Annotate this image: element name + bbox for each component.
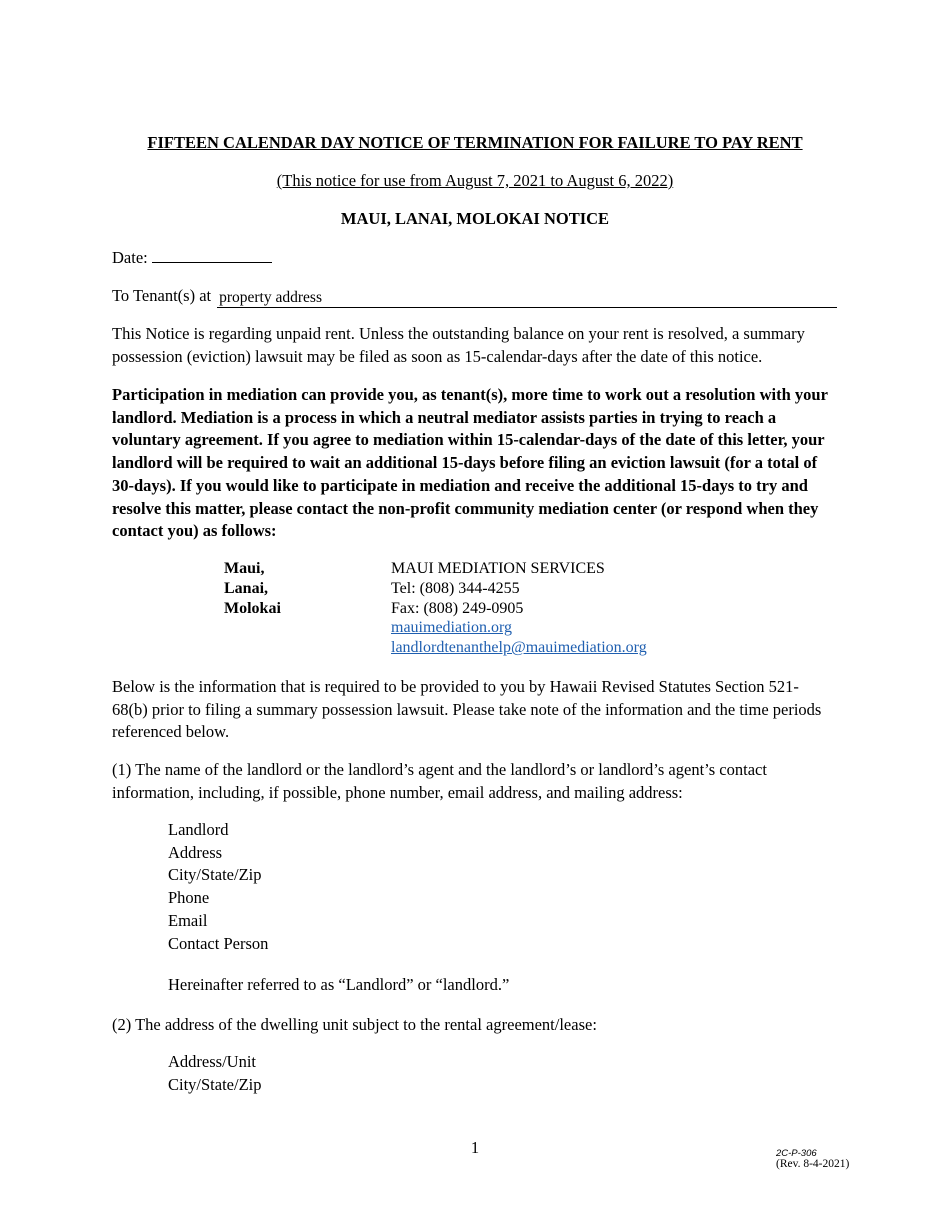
statute-paragraph: Below is the information that is required to be provided to you by Hawaii Revised Statutes Section 521-68(b) prior to filing a summary possession lawsuit. Please take note of the information and the time periods referenced below.	[112, 677, 822, 742]
list-item: City/State/Zip	[168, 1074, 262, 1094]
form-id: 2C-P-306	[776, 1148, 817, 1159]
island-label: Lanai,	[224, 579, 269, 597]
mediation-paragraph: Participation in mediation can provide you, as tenant(s), more time to work out a resolution with your landlord. Mediation is a process in which a neutral mediator assists parties in trying to reach a voluntary agreement. If you agree to mediation within 15-calendar-days of the date of this letter, your landlord will be required to wait an additional 15-days before filing an eviction lawsuit (for a total of 30-days). If you would like to participate in mediation and receive the additional 15-days to try and resolve this matter, please contact the non-profit community mediation center (or respond when they contact you) as follows:	[112, 385, 828, 541]
date-label: Date:	[112, 248, 148, 267]
island-label: Molokai	[224, 599, 281, 617]
date-row	[112, 247, 272, 270]
mediation-contact-info	[391, 559, 647, 658]
unit-field-list	[168, 1051, 262, 1096]
list-item: City/State/Zip	[168, 865, 262, 885]
contact-islands	[224, 559, 281, 618]
email-link[interactable]: landlordtenanthelp@mauimediation.org	[391, 639, 647, 657]
intro-paragraph: This Notice is regarding unpaid rent. Unless the outstanding balance on your rent is resolved, a summary possession (eviction) lawsuit may be filed as soon as 15-calendar-days after the date of this notice.	[112, 324, 805, 366]
list-item: Contact Person	[168, 933, 269, 953]
tenant-label: To Tenant(s) at	[112, 286, 212, 305]
date-field[interactable]	[152, 247, 272, 263]
list-item: Address	[168, 842, 223, 862]
island-label: Maui,	[224, 560, 265, 577]
list-item: Email	[168, 910, 208, 930]
notice-subtitle: (This notice for use from August 7, 2021 to August 6, 2022)	[276, 171, 674, 190]
phone-number: Tel: (808) 344-4255	[391, 579, 520, 597]
tenant-address-field[interactable]: property address	[217, 289, 837, 308]
landlord-field-list	[168, 819, 268, 955]
list-item: Landlord	[168, 820, 229, 839]
page-number: 1	[470, 1138, 480, 1157]
item-2-paragraph: (2) The address of the dwelling unit subject to the rental agreement/lease:	[112, 1015, 597, 1034]
item-1-paragraph: (1) The name of the landlord or the landlord’s agent and the landlord’s or landlord’s agent’s contact information, including, if possible, phone number, email address, and mailing address:	[112, 760, 767, 802]
tenant-row	[112, 285, 837, 308]
notice-title: FIFTEEN CALENDAR DAY NOTICE OF TERMINATION FOR FAILURE TO PAY RENT	[147, 133, 803, 152]
revision-date: (Rev. 8-4-2021)	[776, 1158, 850, 1170]
org-name: MAUI MEDIATION SERVICES	[391, 560, 605, 577]
fax-number: Fax: (808) 249-0905	[391, 599, 524, 617]
website-link[interactable]: mauimediation.org	[391, 619, 513, 637]
list-item: Phone	[168, 888, 210, 908]
hereinafter-text: Hereinafter referred to as “Landlord” or “landlord.”	[168, 975, 510, 994]
region-heading: MAUI, LANAI, MOLOKAI NOTICE	[340, 209, 610, 228]
list-item: Address/Unit	[168, 1052, 256, 1071]
